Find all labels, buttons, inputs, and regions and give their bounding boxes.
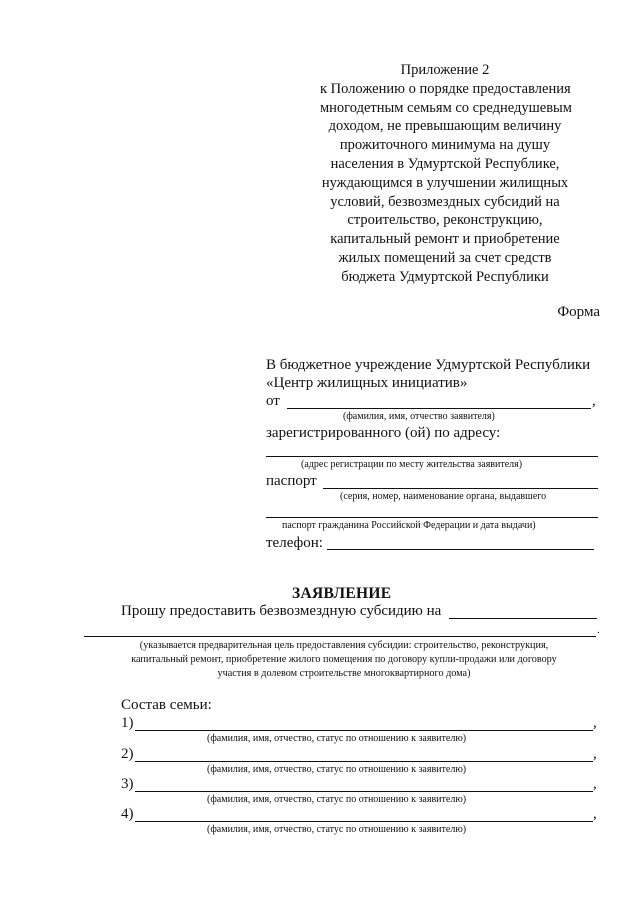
family-heading: Состав семьи: bbox=[121, 697, 212, 713]
annex-line: бюджета Удмуртской Республики bbox=[341, 268, 549, 285]
passport-caption-1: (серия, номер, наименование органа, выдавшего bbox=[340, 491, 547, 502]
from-caption: (фамилия, имя, отчество заявителя) bbox=[343, 411, 495, 422]
purpose-caption-line: (указывается предварительная цель предоставления субсидии: строительство, реконструкция, bbox=[139, 640, 549, 651]
annex-line: жилых помещений за счет средств bbox=[338, 249, 552, 266]
purpose-caption bbox=[84, 639, 604, 681]
registered-label: зарегистрированного (ой) по адресу: bbox=[266, 425, 501, 441]
comma: , bbox=[593, 746, 597, 762]
passport-caption-2: паспорт гражданина Российской Федерации и дата выдачи) bbox=[282, 520, 536, 531]
annex-title: Приложение 2 bbox=[400, 62, 490, 78]
family-member-field-2[interactable] bbox=[135, 761, 593, 762]
form-label: Форма bbox=[557, 304, 600, 320]
family-member-field-4[interactable] bbox=[135, 821, 593, 822]
annex-line: к Положению о порядке предоставления bbox=[320, 80, 571, 97]
annex-line: населения в Удмуртской Республике, bbox=[330, 155, 560, 172]
family-member-number: 2) bbox=[121, 746, 134, 762]
passport-label: паспорт bbox=[266, 473, 317, 489]
subsidy-purpose-field-continued[interactable] bbox=[84, 636, 596, 637]
family-member-field-3[interactable] bbox=[135, 791, 593, 792]
from-field[interactable] bbox=[287, 408, 591, 409]
annex-line: нуждающимся в улучшении жилищных bbox=[321, 174, 569, 191]
family-member-caption: (фамилия, имя, отчество, статус по отношению к заявителю) bbox=[207, 824, 467, 835]
address-field[interactable] bbox=[266, 456, 598, 457]
annex-line: доходом, не превышающим величину bbox=[328, 118, 562, 135]
passport-field[interactable] bbox=[323, 488, 598, 489]
passport-field-continued[interactable] bbox=[266, 517, 598, 518]
phone-label: телефон: bbox=[266, 535, 323, 551]
annex-header bbox=[320, 61, 570, 287]
purpose-caption-line: капитальный ремонт, приобретение жилого помещения по договору купли-продажи или договору bbox=[131, 654, 557, 665]
from-label: от bbox=[266, 393, 280, 409]
family-member-number: 4) bbox=[121, 806, 134, 822]
period: . bbox=[597, 624, 600, 636]
annex-line: строительство, реконструкцию, bbox=[347, 212, 543, 229]
family-member-caption: (фамилия, имя, отчество, статус по отношению к заявителю) bbox=[207, 794, 467, 805]
comma: , bbox=[593, 715, 597, 731]
application-title: ЗАЯВЛЕНИЕ bbox=[292, 585, 392, 602]
family-member-caption: (фамилия, имя, отчество, статус по отношению к заявителю) bbox=[207, 733, 467, 744]
annex-line: многодетным семьям со среднедушевым bbox=[320, 99, 572, 116]
annex-line: условий, безвозмездных субсидий на bbox=[330, 193, 560, 210]
subsidy-purpose-field[interactable] bbox=[449, 618, 597, 619]
family-member-number: 3) bbox=[121, 776, 134, 792]
purpose-caption-line: участия в долевом строительстве многоквартирного дома) bbox=[217, 668, 471, 679]
family-member-number: 1) bbox=[121, 715, 134, 731]
addressee-line-2: «Центр жилищных инициатив» bbox=[266, 375, 468, 391]
annex-line: капитальный ремонт и приобретение bbox=[330, 231, 560, 248]
family-member-caption: (фамилия, имя, отчество, статус по отношению к заявителю) bbox=[207, 764, 467, 775]
comma: , bbox=[592, 393, 596, 409]
comma: , bbox=[593, 776, 597, 792]
addressee-line-1: В бюджетное учреждение Удмуртской Республики bbox=[266, 357, 591, 373]
comma: , bbox=[593, 806, 597, 822]
request-text: Прошу предоставить безвозмездную субсидию на bbox=[121, 603, 442, 619]
phone-field[interactable] bbox=[327, 549, 594, 550]
address-caption: (адрес регистрации по месту жительства заявителя) bbox=[301, 459, 523, 470]
family-member-field-1[interactable] bbox=[135, 730, 593, 731]
annex-line: прожиточного минимума на душу bbox=[339, 137, 551, 154]
